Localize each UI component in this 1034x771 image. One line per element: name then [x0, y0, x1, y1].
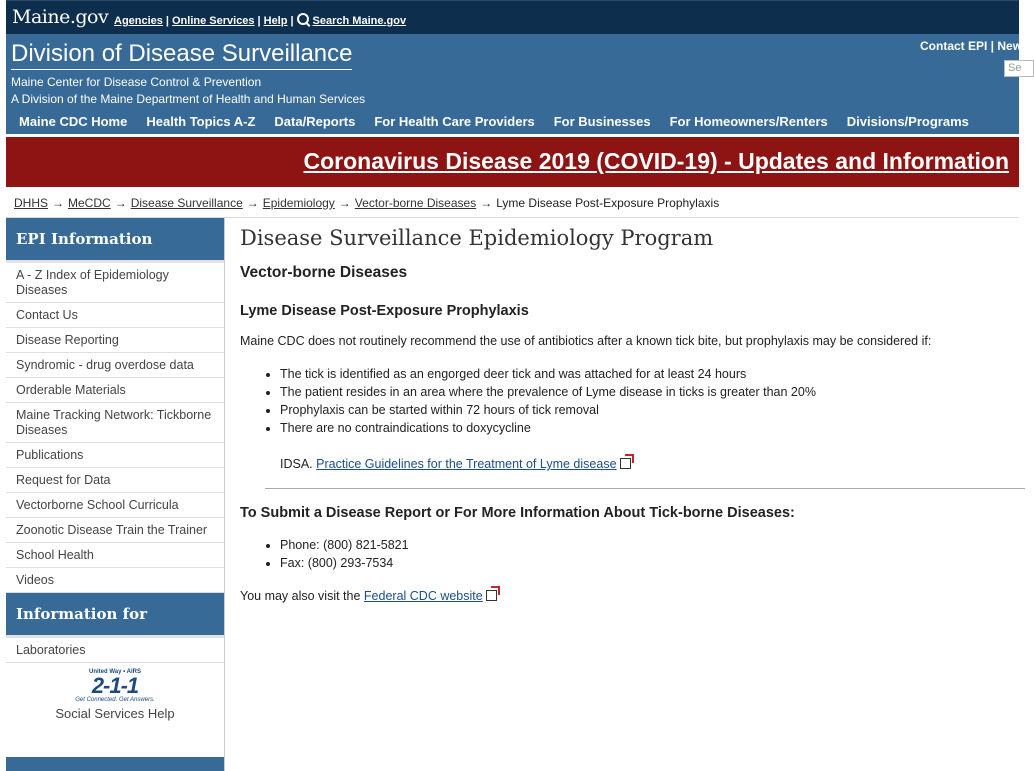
- covid-banner-link[interactable]: Coronavirus Disease 2019 (COVID-19) - Updates and Information: [303, 148, 1009, 174]
- sidebar-footer: [6, 757, 224, 771]
- covid-banner: [6, 137, 1019, 187]
- external-link-icon: [620, 458, 631, 469]
- nav-health-care-providers[interactable]: For Health Care Providers: [374, 114, 535, 129]
- sidebar-item-request-data[interactable]: Request for Data: [6, 468, 224, 493]
- nav-cdc-home[interactable]: Maine CDC Home: [19, 114, 128, 129]
- maine-gov-logo[interactable]: Maine.gov: [12, 6, 109, 28]
- nav-businesses[interactable]: For Businesses: [553, 114, 651, 129]
- main-content: [240, 226, 1019, 603]
- agencies-link[interactable]: Agencies: [114, 15, 163, 27]
- sidebar-item-vectorborne-curricula[interactable]: Vectorborne School Curricula: [6, 493, 224, 518]
- contact-list: [240, 536, 1019, 572]
- breadcrumb: DHHS → MeCDC → Disease Surveillance → Epidemiology → Vector-borne Diseases → Lyme Disease Post-Exposure Prophylaxis: [14, 196, 720, 210]
- search-icon: [297, 13, 309, 25]
- sidebar-item-zoonotic-train[interactable]: Zoonotic Disease Train the Trainer: [6, 518, 224, 543]
- header-subtitle-cdc: Maine Center for Disease Control & Prevention: [11, 75, 262, 89]
- sidebar-item-tracking-network[interactable]: Maine Tracking Network: Tickborne Diseases: [6, 403, 224, 443]
- header-search-input[interactable]: Se: [1004, 60, 1034, 77]
- breadcrumb-disease-surveillance[interactable]: Disease Surveillance: [130, 196, 243, 210]
- epi-info-heading: EPI Information: [6, 218, 224, 263]
- sidebar-item-disease-reporting[interactable]: Disease Reporting: [6, 328, 224, 353]
- sidebar-item-videos[interactable]: Videos: [6, 568, 224, 593]
- sidebar-item-contact-us[interactable]: Contact Us: [6, 303, 224, 328]
- submit-report-heading: To Submit a Disease Report or For More Information About Tick-borne Diseases:: [240, 505, 795, 521]
- sidebar: [6, 218, 225, 771]
- idsa-guidelines-link[interactable]: Practice Guidelines for the Treatment of Lyme disease: [316, 457, 617, 471]
- social-services-211-link[interactable]: [6, 663, 224, 731]
- idsa-prefix: IDSA.: [280, 457, 313, 471]
- list-item: • The tick is identified as an engorged deer tick and was attached for at least 24 hours: [280, 365, 1019, 383]
- visit-cdc-text: [240, 589, 1019, 603]
- sidebar-item-laboratories[interactable]: Laboratories: [6, 638, 224, 663]
- nav-health-topics[interactable]: Health Topics A-Z: [146, 114, 256, 129]
- header-subtitle-dhhs: A Division of the Maine Department of Health and Human Services: [11, 92, 366, 106]
- list-item: • There are no contraindications to doxycycline: [280, 419, 1019, 437]
- list-item: • Phone: (800) 821-5821: [280, 536, 1019, 554]
- breadcrumb-epidemiology[interactable]: Epidemiology: [262, 196, 335, 210]
- division-title[interactable]: Division of Disease Surveillance: [11, 40, 352, 70]
- 211-logo-tagline: Get Connected. Get Answers.: [75, 697, 155, 703]
- sidebar-item-az-index[interactable]: A - Z Index of Epidemiology Diseases: [6, 263, 224, 303]
- breadcrumb-mecdc[interactable]: MeCDC: [68, 196, 111, 210]
- program-title: Disease Surveillance Epidemiology Program: [240, 226, 714, 250]
- site-header: [6, 34, 1029, 134]
- nav-homeowners-renters[interactable]: For Homeowners/Renters: [669, 114, 828, 129]
- breadcrumb-current: Lyme Disease Post-Exposure Prophylaxis: [496, 196, 720, 210]
- search-maine-link[interactable]: Search Maine.gov: [312, 15, 407, 27]
- section-heading: Vector-borne Diseases: [240, 264, 408, 281]
- breadcrumb-dhhs[interactable]: DHHS: [14, 196, 49, 210]
- list-item: • Prophylaxis can be started within 72 hours of tick removal: [280, 401, 1019, 419]
- sidebar-item-school-health[interactable]: School Health: [6, 543, 224, 568]
- help-link[interactable]: Help: [263, 15, 288, 27]
- main-nav: [6, 114, 1019, 134]
- federal-cdc-link[interactable]: Federal CDC website: [363, 589, 483, 603]
- top-bar: [6, 0, 1019, 35]
- nav-data-reports[interactable]: Data/Reports: [274, 114, 356, 129]
- intro-text: Maine CDC does not routinely recommend the use of antibiotics after a known tick bite, but prophylaxis may be considered if:: [240, 334, 932, 348]
- sidebar-item-orderable-materials[interactable]: Orderable Materials: [6, 378, 224, 403]
- 211-logo-top: United Way • AIRS: [89, 669, 141, 675]
- breadcrumb-vector-borne[interactable]: Vector-borne Diseases: [354, 196, 477, 210]
- online-services-link[interactable]: Online Services: [172, 15, 255, 27]
- 211-logo: 2-1-1: [91, 673, 139, 698]
- top-links: Agencies | Online Services | Help | Search Maine.gov: [114, 15, 407, 27]
- idsa-reference: [280, 457, 1019, 471]
- list-item: • The patient resides in an area where the prevalence of Lyme disease in ticks is greater than 20%: [280, 383, 1019, 401]
- social-services-caption: Social Services Help: [55, 706, 175, 721]
- contact-news-links[interactable]: Contact EPI | News: [920, 39, 1029, 53]
- sidebar-item-publications[interactable]: Publications: [6, 443, 224, 468]
- page-heading: Lyme Disease Post-Exposure Prophylaxis: [240, 303, 529, 319]
- criteria-list: [240, 365, 1019, 437]
- visit-prefix: You may also visit the: [240, 589, 361, 603]
- nav-divisions-programs[interactable]: Divisions/Programs: [846, 114, 969, 129]
- list-item: • Fax: (800) 293-7534: [280, 554, 1019, 572]
- information-for-heading: Information for: [6, 593, 224, 638]
- sidebar-item-syndromic[interactable]: Syndromic - drug overdose data: [6, 353, 224, 378]
- external-link-icon: [486, 590, 497, 601]
- content-divider: [265, 488, 1025, 489]
